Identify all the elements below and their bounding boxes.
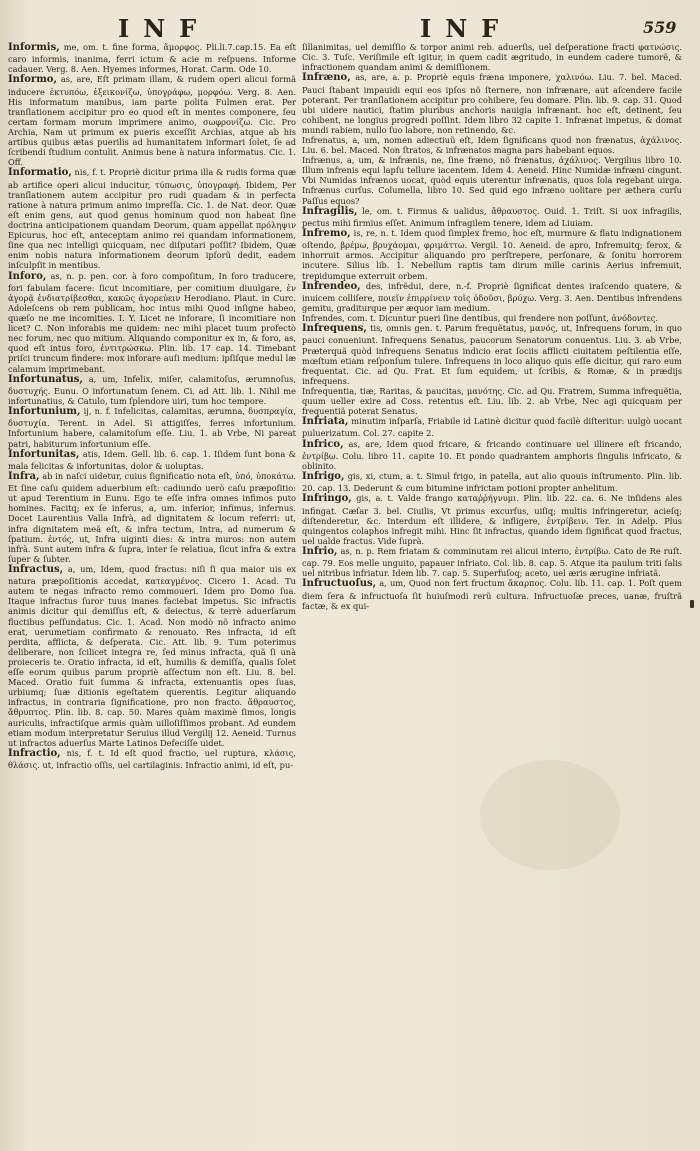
entry-text: as, n. p. Rem friatam & comminutam rei alicui interɪo, ἐντρίβω. Cato de Re ruſt. cap. 79. Eos melle unguito, papauer infriato. Col. lib. 8. cap. 5. Atque ita paulum triti ſalis uel nitribus infriatur. Idem lib. 7. cap. 5. Superfuſoq; aceto, uel æris ærugine infriatã.: [302, 545, 682, 579]
right-column: [302, 42, 682, 611]
entry-headword: Infrendeo,: [302, 280, 361, 292]
dictionary-entry: [8, 564, 296, 748]
dictionary-entry: [302, 155, 682, 205]
entry-text: minutim inſparſa, Friabile id Latinè dicitur quod facilè diſteritur: uulgò uocant puluerizatum. Col. 27. capite 2.: [302, 416, 682, 439]
dictionary-entry: [302, 578, 682, 610]
entry-text: Infrænus, a, um, & infrænis, ne, ſine fræno, nõ frænatus, ἀχάλινος. Vergilius libro 10. Illum infrenis equi lapſu tellure iacentem. Idem 4. Aeneid. Hinc Numidæ infræni cingunt. Vbi Numidas infrænos uocat, quòd equis uterentur infrænatis, quos ſola regebant uirga. Infrænus curſus. Columella, libro 10. Sed quid ego infræno uolitare per æthera curſu Paſſus equos?: [302, 155, 682, 206]
dictionary-entry: [302, 206, 682, 228]
dictionary-entry: [302, 546, 682, 578]
entry-headword: Infragilis,: [302, 205, 358, 217]
entry-headword: Infrico,: [302, 438, 344, 450]
entry-headword: Infortunitas,: [8, 448, 80, 460]
dictionary-entry: [302, 72, 682, 135]
entry-text: as, n. p. pen. cor. à foro compoſitum, In foro traducere, fori fabulam facere: ſicut incomitiare, per comitium diuulgare, ἐν ἀγορᾷ ἐνδιατρίβεσθαι, κακῶς ἀγορεύειν Herodiano. Plaut. in Curc. Adoleſcens ob rem publicam, hoc intus mihi Quod inſigne habeo, quæſo ne me incomities. I. Y. Licet ne inforare, ſi incomitiare non licet? C. Non inforabis me quidem: nec mihi placet tuum profectò nec forum, nec quo mitium. Aliquando componitur ex in, & foro, as, quod eſt intus foro, ἐντιτρώσκω. Plin. lib. 17 cap. 14. Timebant priſci truncum findere: mox inforare auſi medium: ipſiſque medul læ calamum imprimebant.: [8, 270, 296, 374]
dictionary-entry: [302, 323, 682, 386]
entry-text: ab in naſci uidetur, cuius ſignificatio nota eſt, ὑπό, ὑποκάτω. Et ſine caſu quidem aduerbium eſt: cadiundo uerò caſu præpoſitio: ut apud Terentium in Eunu. Ego te eſſe infra omnes infimos puto homines. Facitq; ex ſe inferus, a, um. inferior, infimus, infernus. Docet Laurentius Valla Infrà, ad dignitatem & locum referri: ut, infra dignitatem meã eſt, & infra tectum, Intra, ad numerum & ſpatium. ἐντός, ut, Infra uiginti dies: & intra muros: non autem infrà. Sunt autem infra & ſupra, inter ſe relatiua, ſicut infra & extra ſuper & ſubter.: [8, 470, 296, 564]
entry-headword: Infrequens,: [302, 323, 367, 335]
running-head-left: INF: [118, 14, 211, 43]
entry-text: le, om. t. Firmus & ualidus, ἄθραυστος. Ouid. 1. Triſt. Si uox infragilis, pectus mihi firmius eſſet. Animum infragilem tenere, idem ad Liuiam.: [302, 205, 682, 228]
entry-headword: Infrio,: [302, 545, 338, 557]
entry-headword: Infringo,: [302, 493, 352, 505]
entry-text: Infrenatus, a, um, nomen adiectiuũ eſt, Idem ſignificans quod non frænatus, ἀχάλινος. Liu. 6. bel. Maced. Non ſtratos, & infrænatos magna pars habebant equos.: [302, 135, 682, 156]
entry-headword: Infrigo,: [302, 470, 345, 482]
entry-headword: Infructuoſus,: [302, 578, 377, 590]
entry-headword: Informo,: [8, 74, 57, 86]
entry-text: atis, Idem. Gell. lib. 6. cap. 1. Iſidem ſunt bona & mala felicitas & infortunitas, dolor & uoluptas.: [8, 448, 296, 471]
dictionary-entry: [8, 271, 296, 374]
dictionary-entry: [302, 439, 682, 471]
entry-text: as, are, a. p. Propriè equis fræna imponere, χαλινόω. Liu. 7. bel. Maced. Pauci ſtabant impauidi equi eos ipſos nõ ſternere, non infrænare, aut aſcendere facile poterant. Per tranſlationem accipitur pro cohibere, ſeu domare. Plin. lib. 9. cap. 31. Quod ubi uidere nautici, ſtatim pluribus anchoris nauigia infrænant. hoc eſt, detinent, ſeu cohibent, ne longius progredi poſſint. Idem libro 32 capite 1. Infrænat impetus, & domat mundi rabiem, nullo ſuo labore, non retinendo, &c.: [302, 72, 683, 135]
entry-text: as, are, Idem quod fricare, & fricando continuare uel illinere eſt fricando, ἐντρίβω. Colu. libro 11. capite 10. Et pondo quadrantem amphoris ſingulis infricato, & oblinito.: [302, 438, 683, 471]
dictionary-entry: [8, 42, 296, 74]
dictionary-entry: [8, 374, 296, 406]
entry-text: nis, f. t. Propriè dicitur prima illa & rudis forma quæ ab artifice operi alicui inducitur, τύπωσις, ὑπογραφή. Ibidem, Per tranſlationem autem accipitur pro rudi quadam & in perfecta ratione à natura primum animo impreſſa. Cic. 1. de Nat. deor. Quæ eſt enim gens, aut quod genus hominum quod non habeat ſine doctrina anticipationem quandam Deorum, quam appellat πρόληψιν Epicurus, hoc eſt, anteceptam animo rei quandam informationem, ſine qua nec intelligi quicquam, nec diſputari poſſit? Ibidem, Quæ enim nobis natura informationem deorum ipſorũ dedit, eadem inſculpſit in mentibus.: [8, 167, 297, 271]
entry-text: ſillanimitas, uel demiſſio & torpor animi reb. aduerſis, uel deſperatione fracti φατνώσις. Cic. 3. Tuſc. Veriſimile eſt igitur, in quem cadit ægritudo, in eundem cadere tumorẽ, & infractionem quandam animi & demiſſionem.: [302, 42, 682, 73]
page-number: 559: [643, 18, 677, 37]
entry-text: Infrequentia, tiæ, Raritas, & paucitas, μανότης. Cic. ad Qu. Fratrem, Summa infrequẽtia, quum ueller exire ad Coss. retentus eſt. Liu. lib. 2. ab Vrbe, Nec agi quicquam per frequentiã poterat Senatus.: [302, 385, 682, 417]
dictionary-entry: [302, 42, 682, 72]
dictionary-entry: [302, 135, 682, 155]
dictionary-entry: [302, 313, 682, 323]
dictionary-entry: [8, 471, 296, 564]
entry-text: gis, xi, ctum, a. t. Simul frigo, in patella, aut alio quouis inſtrumento. Plin. lib. 20. cap. 13. Dederunt & cum bitumine infrictam potioni propter anhelitum.: [302, 470, 682, 494]
entry-headword: Informis,: [8, 42, 60, 53]
entry-text: ij, n. f. Infelicitas, calamitas, ærumna, δυσπραγία, δυστυχία. Terent. in Adel. Si attigiſſes, ferres infortunium. Infortunium habere, calamitoſum eſſe. Liu. 1. ab Vrbe, Ni pareat patri, habiturum infortunium eſſe.: [8, 406, 296, 449]
dictionary-entry: [8, 748, 296, 770]
entry-headword: Infræno,: [302, 72, 351, 84]
entry-headword: Infra,: [8, 470, 40, 482]
entry-text: a, um, Quod non fert fructum ἄκαρπος. Colu. lib. 11. cap. 1. Poſt quem diem ſera & infructuoſa ſit huiuſmodi rerũ cultura. Infructuoſæ preces, uanæ, fruſtrã factæ, & ex qui-: [302, 578, 682, 611]
dictionary-entry: [8, 406, 296, 449]
entry-text: Infrendes, com. t. Dicuntur pueri ſine dentibus, qui frendere non poſſunt, ἀνόδοντες.: [302, 313, 659, 324]
entry-headword: Informatio,: [8, 167, 72, 179]
left-column: [8, 42, 296, 770]
dictionary-entry: [8, 449, 296, 471]
entry-headword: Infortunium,: [8, 406, 81, 418]
entry-headword: Infortunatus,: [8, 373, 83, 385]
dictionary-entry: [302, 281, 682, 313]
entry-text: is, re, n. t. Idem quod ſimplex fremo, hoc eſt, murmure & flatu indignationem oſtendo, βρέμω, βρυχάομαι, φριμάττω. Vergil. 10. Aeneid. de apro, Infremuitq; ferox, & inhorruit armos. Accipitur aliquando pro perſtrepere, perſonare, & ſonitu horrorem incutere. Silius lib. 1. Nebellum raptis tam dirum mille carinis Aerius infremuit, trepidumque exterruit orbem.: [302, 228, 683, 281]
entry-text: as, are, Eſt primam illam, & rudem operi alicui formã inducere ἐκτυπόω, ἐξεικονίζω, ὑπογράφω, μορφόω. Verg. 8. Aen. His informatum manibus, iam parte polita Fulmen erat. Per tranſlationem accipitur pro eo quod eſt in mentes componere, ſeu certam formam morum imprimere animo, σωφρονίζω. Cic. Pro Archia, Nam ut primum ex pueris exceſſit Archias, atque ab his artibus quibus ætas puerilis ad humanitatem informari ſolet, ſe ad ſcribendi ſtudium contulit. Animus bene à natura informatus. Cic. 1. Off.: [8, 74, 296, 168]
running-head-right: INF: [420, 14, 513, 43]
entry-text: nis, f. t. Id eſt quod fractio, uel ruptura, κλάσις, θλάσις. ut, infractio oſſis, uel cartilaginis. Infractio animi, id eſt, pu-: [8, 747, 297, 771]
entry-text: me, om. t. fine forma, ἄμορφος. Pli.li.7.cap.15. Ea eſt caro informis, inanima, ferri ictum & acie m reſpuens. Informe cadauer. Verg. 8. Aen. Hyemes informes, Horat. Carm. Ode 10.: [8, 42, 297, 75]
entry-headword: Infriata,: [302, 416, 349, 428]
dictionary-entry: [302, 471, 682, 493]
entry-headword: Infractio,: [8, 747, 61, 759]
entry-text: des, infrẽdui, dere, n.-f. Propriè ſignificat dentes iraſcendo quatere, & inuicem colliſere, ποιεῖν ἐπιρρίνειν τοῖς ὀδοῦσι, βρύχω. Verg. 3. Aen. Dentibus infrendens gemitu, graditurque per æquor iam medium.: [302, 280, 683, 313]
entry-text: tis, omnis gen. t. Parum frequẽtatus, μανός, ut, Infrequens forum, in quo pauci conueniunt. Infrequens Senatus, paucorum Senatorum conuentus. Liu. 3. ab Vrbe, Præterquã quòd infrequens Senatus indicio erat ſociis afflicti ciuitatem peſtilentia eſſe, mœſtum etiam reſponſum tulere. Infrequens in loco aliquo quis eſſe dicitur, qui raro eum frequentat. Cic. ad Qu. Frat. Et ſum equidem, ut ſcribis, & Romæ, & in prædijs infrequens.: [302, 323, 683, 386]
dictionary-entry: [302, 386, 682, 416]
paper-stain: [480, 760, 620, 870]
entry-text: a, um, Idem, quod fractus: niſi ſi qua maior uis ex natura præpoſitionis accedat, κατεαγμένος. Cicero 1. Acad. Tu autem te negas infracto remo commoueri. Idem pro Domo ſua. Itaque infractus ſuror tuus inanes faciebat impetus. Sic infractis animis dicitur qui demiſſus eſt, & deiectus, & terrè aduerſarum fluctibus peſſundatus. Cic. 1. Acad. Non modò nõ infracto animo erat, uerumetiam confirmato & renouato. Res infracta, id eſt perdita, afflicta, & deſperata. Cic. Att. lib. 9. Tum poterimus deliberare, non ſcilicet integra re, ſed minus infracta, quã ſi unà proieceris te. Oratio infracta, id eſt, humilis & demiſſa, qualis ſolet eſſe eorum quibus parum propriè aſſectum non eſt. Liu. 8. bel. Maced. Oratio fuit ſumma & infracta, extenuantis opes ſuas, urbiumq; ſuæ ditionis egeſtatem querentis. Legitur aliquando infractus, in contraria ſignificatione, pro non fracto. ἄθραυστος, ἄθρυπτος. Plin. lib. 8. cap. 50. Mares quàm maximè ſimos, longis auriculis, infractiſque armis quàm uilloſiſſimos probant. Ad eundem etiam modum interpretatur Seruius illud Vergilij 12. Aeneid. Turnus ut infractos aduerſus Marte Latinos Defeciſſe uidet.: [8, 563, 296, 748]
entry-text: a, um, Infelix, miſer, calamitoſus, ærumnoſus, δυστυχής. Eunu. O infortunatum ſenem. Ci. ad Att. lib. 1. Nihil me infortunatius, & Catulo, tum ſplendore uiri, tum hoc tempore.: [8, 373, 296, 406]
dictionary-entry: [302, 493, 682, 546]
entry-headword: Infractus,: [8, 563, 64, 575]
dictionary-entry: [8, 167, 296, 270]
entry-text: gis, a. t. Valde frango καταῤῥήγνυμι. Plin. lib. 22. ca. 6. Ne inſidens ales infingat. Cæſar 3. bel. Ciuilis, Vt primus excurſus, uiſiq; multis infringeretur, acieſq; diſtenderetur, &c. Interdum eſt illidere, & infligere, ἐντρίβειν. Ter. in Adelp. Plus quingentos colaphos infregit mihi. Hinc ſit infractus, quando idem ſignificat quod fractus, uel ualde fractus. Vide ſuprà.: [302, 493, 682, 546]
entry-headword: Inforo,: [8, 270, 47, 282]
dictionary-entry: [302, 228, 682, 281]
dictionary-entry: [302, 416, 682, 438]
entry-headword: Infremo,: [302, 228, 351, 239]
ink-mark: [690, 600, 694, 608]
dictionary-entry: [8, 74, 296, 167]
